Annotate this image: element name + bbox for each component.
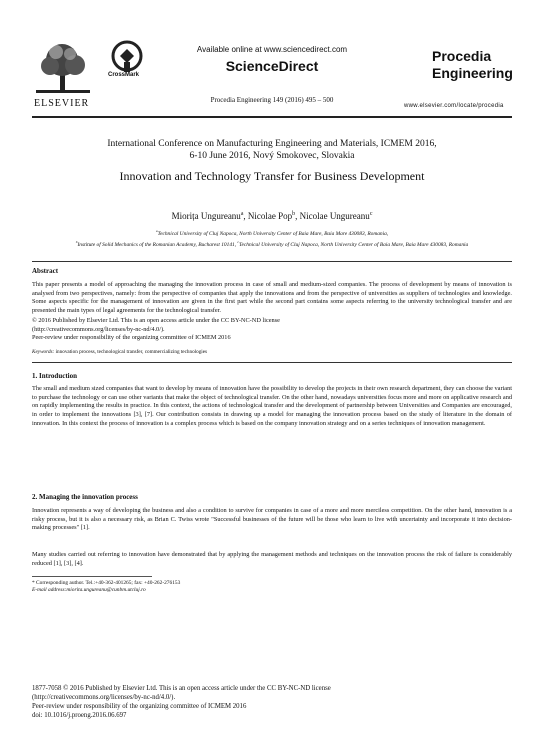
affiliations [60,227,484,249]
author-1-sup: a [240,211,244,217]
footnote-rule [32,576,152,577]
copyright-line: © 2016 Published by Elsevier Ltd. This is an open access article under the CC BY-NC-ND license [32,317,280,324]
section-1-body: The small and medium sized companies that want to develop by means of innovation have the possibility to develop the projects in their own research department, they can choose the variant to purchase the technology or can use other variants that make the object of technological transfer. On the other hand, nowadays universities focus more and more on applicative research and on rapidly implementing the results in practice. In this context, the actions of technological transfer and the development of partnership between Universities and Companies are encouraged, in order to implement the innovations [3], [7]. Our contribution consists in drawing up a model for managing the innovation process based on the study of literature in the domain of innovation. In this context the process of innovation is a complex process which is based on the company innovation strategy and on a series techniques of innovation management. [32,385,512,427]
brand-line-2: Engineering [432,65,513,81]
author-3-sup: c [369,211,373,217]
peer-review-line: Peer-review under responsibility of the organizing committee of ICMEM 2016 [32,334,231,342]
section-2-paragraph-2: Many studies carried out referring to innovation have demonstrated that by applying the management methods and techniques on the innovation process the risk of failure is considerably reduced [1], [3], [4]. [32,551,512,567]
available-online-text: Available online at www.sciencedirect.com [196,45,348,54]
header-rule [32,116,512,118]
conference-name: International Conference on Manufacturing Engineering and Materials, ICMEM 2016, [107,139,437,149]
keywords [32,349,512,355]
affil-c: Technical University of Cluj Napoca, North University Center of Baia Mare, Baia Mare 430083, Romania [238,241,469,248]
article-title: Innovation and Technology Transfer for Business Development [119,169,425,183]
email-address[interactable]: E-mail address:miorita.ungureanu@cunbm.utcluj.ro [32,587,146,593]
affil-a-sup: a [155,229,158,233]
author-1: Miorița Ungureanu [171,211,241,221]
brand-url[interactable]: www.elsevier.com/locate/procedia [404,103,504,109]
footnotes [32,580,512,594]
affil-b: Institute of Solid Mechanics of the Romanian Academy, Bucharest 10141, [77,241,238,248]
conference-dates: 6-10 June 2016, Nový Smokovec, Slovakia [189,151,355,161]
doi[interactable]: doi: 10.1016/j.proeng.2016.06.697 [32,712,127,719]
procedia-engineering-brand [432,48,513,82]
author-3: , Nicolae Ungureanu [295,211,370,221]
author-list [40,211,504,221]
keywords-label: Keywords: [32,349,55,355]
author-2-sup: b [292,211,296,217]
author-2: , Nicolae Pop [243,211,293,221]
issn-copyright: 1877-7058 © 2016 Published by Elsevier Ltd. This is an open access article under the CC BY-NC-ND license [32,685,331,692]
section-2-heading: 2. Managing the innovation process [32,493,138,501]
affil-c-sup: c [237,239,239,244]
abstract-body: This paper presents a model of approaching the managing the innovation process in case of small and medium-sized companies. The process of development by means of innovation is analysed from two perspectives, namely: from the perspective of companies that apply the innovations and from the perspective of universities as suppliers of technologies and knowledge. Some aspects specific for the management of innovation are given in the first part while the second part contains some aspects referring to the university technological transfer and are presented the main types of legal agreements for the technological transfer. [32,281,512,315]
section-1-heading: 1. Introduction [32,372,77,380]
license-link[interactable]: (http://creativecommons.org/licenses/by-nc-nd/4.0/). [32,325,165,333]
sciencedirect-title: ScienceDirect [225,58,319,74]
journal-reference: Procedia Engineering 149 (2016) 495 – 500 [210,96,334,104]
bottom-license-link[interactable]: (http://creativecommons.org/licenses/by-nc-nd/4.0/). [32,694,176,701]
conference-info [40,138,504,162]
abstract-bottom-rule [32,362,512,363]
abstract-heading: Abstract [32,267,59,275]
bottom-peer-review: Peer-review under responsibility of the organizing committee of ICMEM 2016 [32,703,247,710]
affil-b-sup: b [75,239,78,244]
affil-a: Technical University of Cluj Napoca, North University Center of Baia Mare, Baia Mare 430083, Romania, [157,230,389,237]
corresponding-author: * Corresponding author. Tel.:+40-362-401265; fax: +40-262-276153 [32,580,181,586]
abstract-license [32,317,512,343]
elsevier-wordmark: ELSEVIER [34,98,90,109]
brand-line-1: Procedia [432,48,492,64]
bottom-publisher-block [32,684,512,720]
keywords-list: innovation process, technological transfer, commercializing technologies [54,349,208,355]
crossmark-label: CrossMark [108,72,140,78]
abstract-top-rule [32,261,512,262]
section-2-paragraph-1: Innovation represents a way of developing the business and also a condition to survive for companies in case of a more and more merciless competition. On the other hand, innovation is a risky process, but it is also a necessary risk, as Brian C. Twiss wrote "Successful businesses of the future will be those who learn to live with uncertainty and incorporate it into decision-making processes" [1]. [32,507,512,532]
